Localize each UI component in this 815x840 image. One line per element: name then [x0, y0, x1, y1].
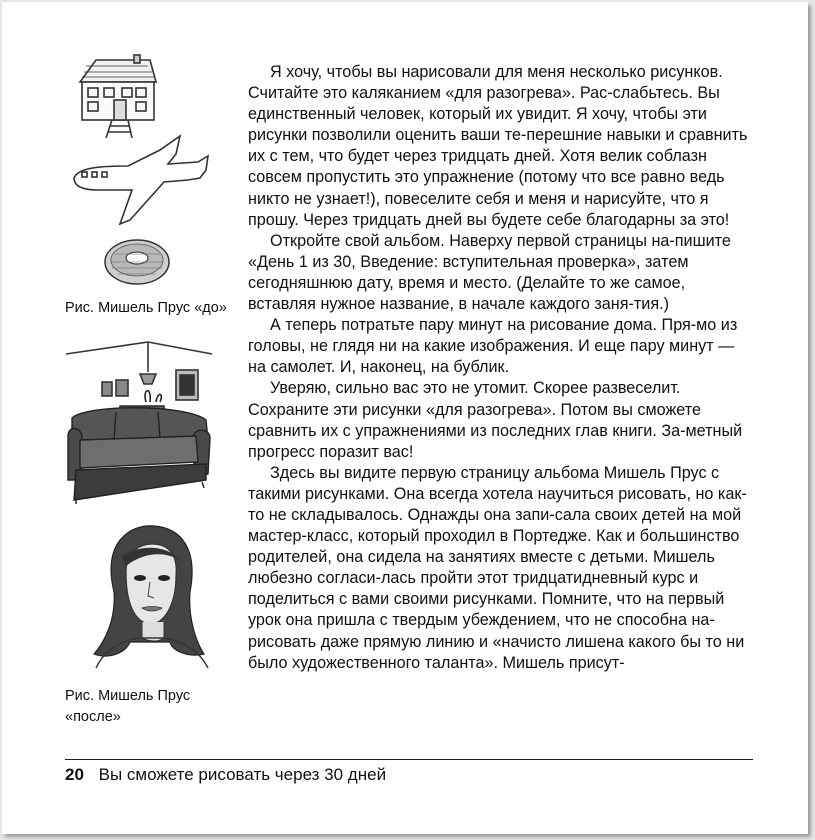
living-room-sketch	[66, 340, 214, 506]
paragraph: Уверяю, сильно вас это не утомит. Скорее развеселит. Сохраните эти рисунки «для разогрева». Потом вы сможете сравнить их с упражнениями из последних глав книги. За-метный прогресс поразит вас!	[248, 379, 743, 461]
caption-after	[65, 686, 190, 728]
book-page	[2, 2, 808, 834]
caption-after-line2: «после»	[65, 709, 121, 725]
house-sketch	[72, 54, 162, 140]
footer-rule	[65, 759, 753, 760]
paragraph: Откройте свой альбом. Наверху первой страницы на-пишите «День 1 из 30, Введение: вступительная проверка», затем сегодняшнюю дату, время и место. (Делайте то же самое, вставляя нужное название, в начале каждого заня-тия.)	[248, 231, 731, 314]
paragraph: Здесь вы видите первую страницу альбома Мишель Прус с такими рисунками. Она всегда хотела научиться рисовать, но как-то не складывалось. Однажды она запи-сала своих детей на мой мастер-класс, который проходил в Портедже. Как и большинство родителей, она сидела на занятиях вместе с детьми. Мишель любезно согласи-лась пройти этот тридцатидневный курс и поделиться с вами своими рисунками. Помните, что на первый урок она пришла с твердым убеждением, что не способна на-рисовать даже прямую линию и «начисто лишена какого бы то ни было художественного таланта». Мишель присут-	[248, 463, 747, 672]
page-footer	[65, 765, 386, 785]
page-number: 20	[65, 765, 84, 784]
bagel-sketch	[102, 236, 172, 288]
body-text	[248, 62, 748, 674]
paragraph: Я хочу, чтобы вы нарисовали для меня несколько рисунков. Считайте это каляканием «для разогрева». Рас-слабьтесь. Вы единственный человек, который их увидит. Я хочу, чтобы эти рисунки позволили оценить ваши те-перешние навыки и сравнить их с тем, что будет через тридцать дней. Хотя велик соблазн совсем пропустить это упражнение (потому что все равно ведь никто не узнает!), повеселите себя и меня и нарисуйте, что я прошу. Через тридцать дней вы будете себе благодарны за это!	[248, 63, 748, 229]
running-title: Вы сможете рисовать через 30 дней	[98, 765, 387, 784]
airplane-sketch	[68, 134, 214, 226]
paragraph: А теперь потратьте пару минут на рисование дома. Пря-мо из головы, не глядя ни на какие изображения. И еще пару минут — на самолет. И, наконец, на бублик.	[248, 316, 738, 377]
caption-before-text: Рис. Мишель Прус «до»	[65, 300, 227, 316]
portrait-sketch	[86, 522, 214, 670]
caption-after-line1: Рис. Мишель Прус	[65, 688, 191, 704]
caption-before	[65, 298, 227, 319]
